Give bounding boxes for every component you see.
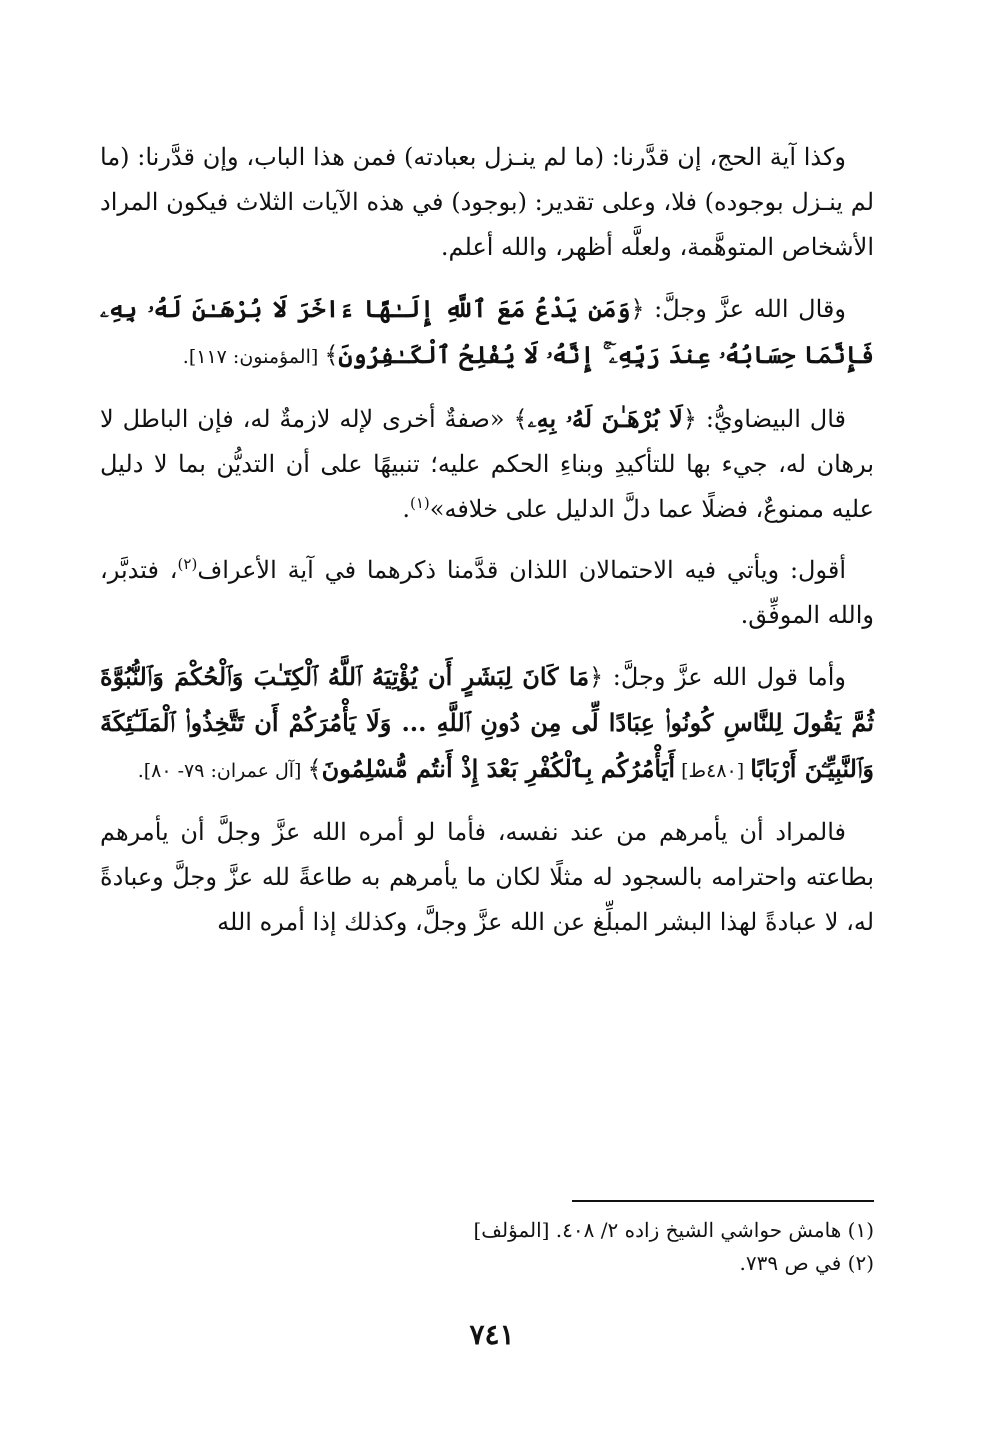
quran-bracket-close: ﴾ — [307, 755, 322, 783]
quran-bracket-close: ﴾ — [513, 405, 528, 433]
paragraph-2 — [100, 286, 874, 380]
paragraph-text: «صفةٌ أخرى لإله لازمةٌ له، فإن الباطل لا برهان له، جيء بها للتأكيدِ وبناءِ الحكم عليه؛ تنبيهًا على أن التديُّن بما لا دليل عليه ممنوعٌ، فضلًا عما دلَّ الدليل على خلافه» — [100, 405, 874, 523]
quran-verse: مَا كَانَ لِبَشَرٍ أَن يُؤْتِيَهُ ٱللَّهُ ٱلْكِتَـٰبَ وَٱلْحُكْمَ وَٱلنُّبُوَّةَ ثُمَّ يَقُولَ لِلنَّاسِ كُونُوا۟ عِبَادًا لِّى مِن دُونِ ٱللَّهِ ... وَلَا يَأْمُرَكُمْ أَن تَتَّخِذُوا۟ ٱلْمَلَـٰٓئِكَةَ وَٱلنَّبِيِّـۧنَ أَرْبَابًا — [100, 662, 874, 783]
paragraph-6 — [100, 810, 874, 945]
paragraph-4 — [100, 548, 874, 638]
page-number: ٧٤١ — [469, 1318, 515, 1351]
paragraph-text: فالمراد أن يأمرهم من عند نفسه، فأما لو أمره الله عزَّ وجلَّ أن يأمرهم بطاعته واحترامه بالسجود له مثلًا لكان ما يأمرهم به طاعةً لله عزَّ وجلَّ وعبادةً له، لا عبادةً لهذا البشر المبلِّغ عن الله عزَّ وجلَّ، وكذلك إذا أمره الله — [100, 818, 874, 936]
paragraph-end: . — [402, 495, 410, 523]
quran-bracket-open: ﴿ — [630, 295, 645, 323]
footnote-1: (١) هامش حواشي الشيخ زاده ٢/ ٤٠٨. [المؤلف] — [473, 1218, 874, 1242]
paragraph-intro: قال البيضاويُّ: — [696, 405, 846, 433]
paragraph-text: أقول: ويأتي فيه الاحتمالان اللذان قدَّمنا ذكرهما في آية الأعراف — [197, 556, 847, 584]
paragraph-end: ، فتدبَّر، والله الموفِّق. — [100, 556, 874, 629]
paragraph-1 — [100, 135, 874, 270]
quran-bracket-open: ﴿ — [589, 663, 604, 691]
paragraph-intro: وقال الله عزَّ وجلَّ: — [644, 295, 846, 323]
footnote-marker[interactable]: (١) — [410, 494, 430, 512]
footnote-marker[interactable]: (٢) — [177, 555, 198, 573]
edition-page-ref: [٤٨٠ط] — [675, 760, 751, 782]
verse-reference: [المؤمنون: ١١٧]. — [182, 346, 325, 368]
footnotes — [100, 1200, 874, 1280]
quran-verse: وَمَن يَدْعُ مَعَ ٱللَّهِ إِلَـٰهًا ءَاخَرَ لَا بُرْهَـٰنَ لَهُۥ بِهِۦ فَإِنَّمَا حِسَابُهُۥ عِندَ رَبِّهِۦٓ ۚ إِنَّهُۥ لَا يُفْلِحُ ٱلْكَـٰفِرُونَ — [100, 294, 874, 369]
paragraph-5 — [100, 654, 874, 794]
quran-bracket-close: ﴾ — [324, 341, 339, 369]
paragraph-3 — [100, 396, 874, 532]
verse-reference: [آل عمران: ٧٩- ٨٠]. — [137, 760, 308, 782]
paragraph-intro: وأما قول الله عزَّ وجلَّ: — [603, 663, 846, 691]
paragraph-text: وكذا آية الحج، إن قدَّرنا: (ما لم ينـزل بعبادته) فمن هذا الباب، وإن قدَّرنا: (ما لم ينـزل بوجوده) فلا، وعلى تقدير: (بوجود) في هذه الآيات الثلاث فيكون المراد الأشخاص المتوهَّمة، ولعلَّه أظهر، والله أعلم. — [100, 143, 874, 261]
quran-verse: لَا بُرْهَـٰنَ لَهُۥ بِهِۦ — [527, 404, 683, 433]
quran-verse-continued: أَيَأْمُرُكُم بِٱلْكُفْرِ بَعْدَ إِذْ أَنتُم مُّسْلِمُونَ — [321, 754, 676, 783]
page-body — [100, 135, 874, 961]
footnote-separator — [572, 1200, 874, 1202]
footnote-2: (٢) في ص ٧٣٩. — [739, 1251, 874, 1275]
quran-bracket-open: ﴿ — [682, 405, 697, 433]
